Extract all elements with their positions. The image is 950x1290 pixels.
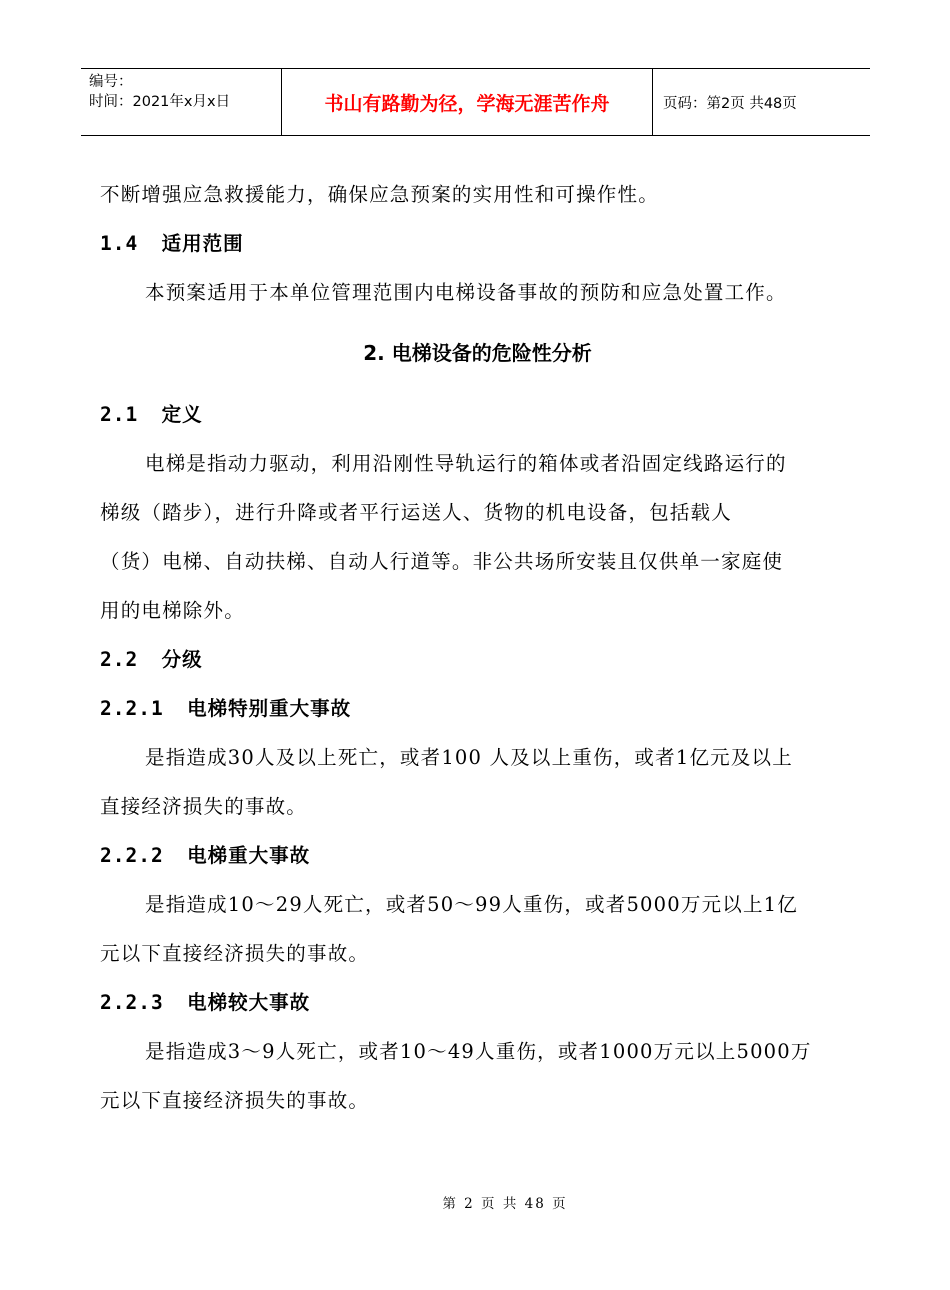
document-body (100, 170, 855, 1125)
paragraph-line: 元以下直接经济损失的事故。 (100, 942, 370, 965)
page-header (81, 68, 870, 136)
section-heading-2-2-2 (100, 831, 855, 880)
paragraph-line: 元以下直接经济损失的事故。 (100, 1089, 370, 1112)
section-title: 分级 (161, 648, 203, 671)
date-line: 时间：2021年x月x日 (89, 94, 231, 110)
section-title: 电梯较大事故 (187, 991, 311, 1014)
section-heading-2-1 (100, 390, 855, 439)
paragraph-line: 电梯是指动力驱动，利用沿刚性导轨运行的箱体或者沿固定线路运行的 (145, 452, 787, 475)
section-number: 1.4 (100, 232, 139, 255)
section-title: 定义 (161, 403, 203, 426)
section-number: 2.2.1 (100, 697, 164, 720)
section-number: 2.1 (100, 403, 139, 426)
section-heading-2-2 (100, 635, 855, 684)
paragraph-scope: 本预案适用于本单位管理范围内电梯设备事故的预防和应急处置工作。 (145, 281, 787, 304)
serial-label: 编号： (89, 74, 133, 90)
section-number: 2.2.3 (100, 991, 164, 1014)
section-title: 适用范围 (161, 232, 244, 255)
section-number: 2.2 (100, 648, 139, 671)
paragraph-line: 是指造成30人及以上死亡，或者100 人及以上重伤，或者1亿元及以上 (145, 746, 793, 769)
header-motto: 书山有路勤为径，学海无涯苦作舟 (281, 69, 653, 135)
paragraph-line: 是指造成10～29人死亡，或者50～99人重伤，或者5000万元以上1亿 (145, 893, 798, 916)
paragraph-line: 直接经济损失的事故。 (100, 795, 308, 818)
paragraph-continuation: 不断增强应急救援能力，确保应急预案的实用性和可操作性。 (100, 183, 659, 206)
paragraph-line: （货）电梯、自动扶梯、自动人行道等。非公共场所安装且仅供单一家庭使 (100, 550, 784, 573)
section-heading-1-4 (100, 219, 855, 268)
header-meta (81, 69, 281, 135)
section-title: 电梯特别重大事故 (187, 697, 352, 720)
section-number: 2.2.2 (100, 844, 164, 867)
paragraph-line: 梯级（踏步），进行升降或者平行运送人、货物的机电设备，包括载人 (100, 501, 732, 524)
page-footer: 第 2 页 共 48 页 (442, 1196, 568, 1212)
header-page-info: 页码：第2页 共48页 (663, 95, 797, 112)
section-heading-2-2-1 (100, 684, 855, 733)
paragraph-line: 是指造成3～9人死亡，或者10～49人重伤，或者1000万元以上5000万 (145, 1040, 812, 1063)
section-title: 电梯重大事故 (187, 844, 311, 867)
section-heading-2-2-3 (100, 978, 855, 1027)
paragraph-line: 用的电梯除外。 (100, 599, 245, 622)
chapter-2-title: 2. 电梯设备的危险性分析 (363, 341, 592, 365)
